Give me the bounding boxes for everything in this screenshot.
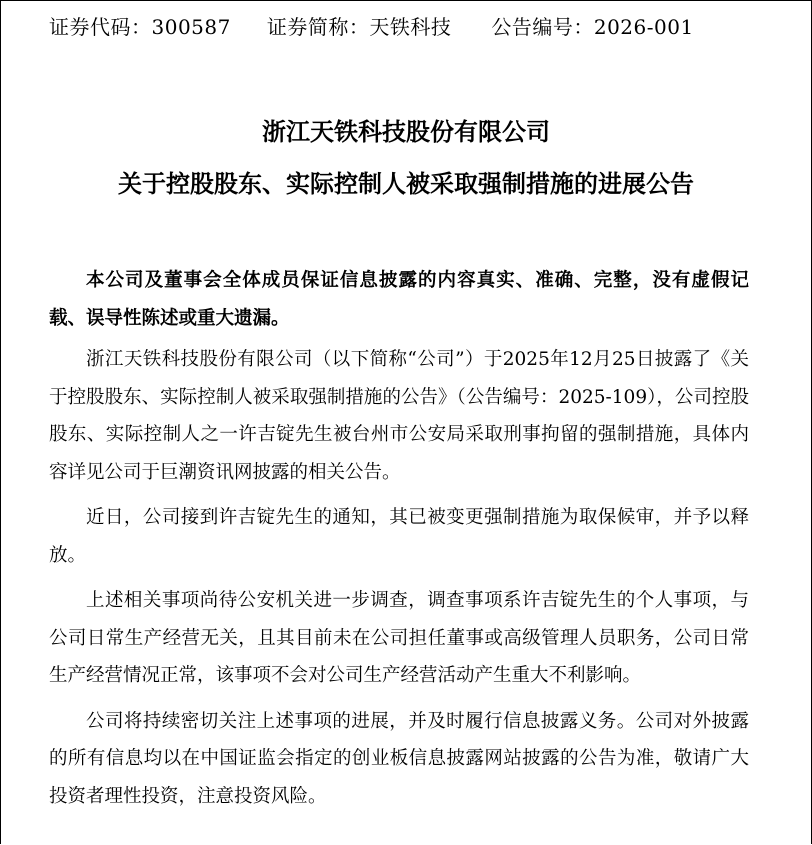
stock-short-name-label: 证券简称： xyxy=(266,15,370,39)
board-guarantee-statement: 本公司及董事会全体成员保证信息披露的内容真实、准确、完整，没有虚假记载、误导性陈述或重大遗漏。 xyxy=(49,270,749,329)
progress-paragraph: 近日，公司接到许吉锭先生的通知，其已被变更强制措施为取保候审，并予以释放。 xyxy=(49,507,749,566)
announcement-body xyxy=(49,262,749,815)
announcement-title: 关于控股股东、实际控制人被采取强制措施的进展公告 xyxy=(118,170,694,198)
impact-paragraph: 上述相关事项尚待公安机关进一步调查，调查事项系许吉锭先生的个人事项，与公司日常生产经营无关，且其目前未在公司担任董事或高级管理人员职务，公司日常生产经营情况正常，该事项不会对公司生产经营活动产生重大不利影响。 xyxy=(49,590,749,686)
stock-short-name-value: 天铁科技 xyxy=(369,15,452,39)
announcement-header xyxy=(49,11,694,43)
background-paragraph: 浙江天铁科技股份有限公司（以下简称“公司”）于2025年12月25日披露了《关于控股股东、实际控制人被采取强制措施的公告》（公告编号：2025-109），公司控股股东、实际控制人之一许吉锭先生被台州市公安局采取刑事拘留的强制措施，具体内容详见公司于巨潮资讯网披露的相关公告。 xyxy=(49,349,749,483)
stock-code-label: 证券代码： xyxy=(49,15,152,39)
notice-number-value: 2026-001 xyxy=(593,15,694,39)
company-title: 浙江天铁科技股份有限公司 xyxy=(262,118,550,146)
stock-code-value: 300587 xyxy=(151,15,231,39)
disclosure-paragraph: 公司将持续密切关注上述事项的进展，并及时履行信息披露义务。公司对外披露的所有信息均以在中国证监会指定的创业板信息披露网站披露的公告为准，敬请广大投资者理性投资，注意投资风险。 xyxy=(49,710,749,807)
notice-number-label: 公告编号： xyxy=(491,15,594,39)
